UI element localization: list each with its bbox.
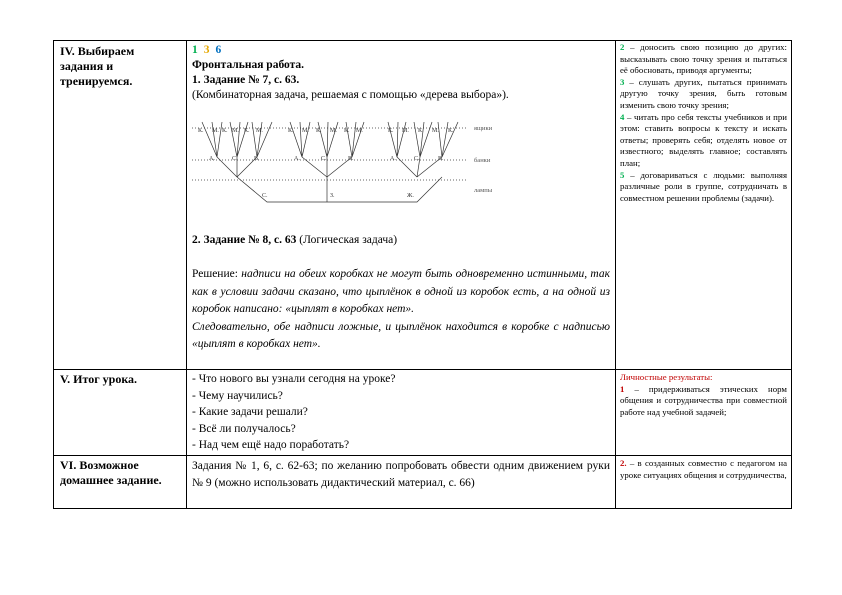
task-8-block bbox=[192, 233, 610, 248]
col-divider-2 bbox=[615, 40, 616, 509]
tree-mid-label-3: А. bbox=[294, 156, 300, 162]
stage-v-title: V. Итог урока. bbox=[60, 372, 138, 386]
personal-result-item-2 bbox=[620, 458, 787, 481]
personal-result-number-2: 2. bbox=[620, 458, 627, 468]
homework-text: Задания № 1, 6, с. 62-63; по желанию попробовать обвести одним движением руки № 9 (можно использовать дидактический материал, с. 66) bbox=[192, 460, 610, 489]
tree-top-leaf-9: М. bbox=[330, 128, 337, 134]
tree-bottom-label-1: З. bbox=[330, 193, 335, 199]
personal-result-text-2: – в созданных совместно с педагогом на уроке ситуациях общения и сотрудничества, bbox=[620, 458, 787, 480]
task-8-title: 2. Задание № 8, с. 63 bbox=[192, 234, 297, 246]
solution-block bbox=[192, 266, 610, 354]
stage-vi-title: VI. Возможное домашнее задание. bbox=[60, 458, 162, 487]
tree-mid-label-7: С. bbox=[414, 156, 420, 162]
summary-question: - Что нового вы узнали сегодня на уроке? bbox=[192, 373, 396, 385]
row-iv-content bbox=[192, 43, 610, 103]
tree-top-leaf-15: М. bbox=[432, 128, 439, 134]
row-iv-communicative-results bbox=[620, 42, 787, 204]
tree-mid-label-8: В. bbox=[438, 156, 444, 162]
summary-question: - Какие задачи решали? bbox=[192, 406, 308, 418]
level-numbers bbox=[192, 43, 610, 58]
tree-mid-label-4: С. bbox=[321, 156, 327, 162]
tree-top-leaf-12: К. bbox=[388, 128, 394, 134]
task-7-description: (Комбинаторная задача, решаемая с помощью «дерева выбора»). bbox=[192, 89, 509, 101]
tree-top-leaf-8: К. bbox=[316, 128, 322, 134]
result-text-2: – доносить свою позицию до других: высказывать свою точку зрения и пытаться её обосновать, приводя аргументы; bbox=[620, 42, 787, 76]
frontal-work-heading: Фронтальная работа. bbox=[192, 59, 305, 71]
tree-level-label-2: лампы bbox=[474, 187, 493, 194]
level-number-3: 3 bbox=[203, 44, 210, 56]
personal-results-heading: Личностные результаты: bbox=[620, 372, 713, 382]
tree-top-leaf-2: К. bbox=[222, 128, 228, 134]
level-number-6: 6 bbox=[215, 44, 222, 56]
solution-text: надписи на обеих коробках не могут быть одновременно истинными, так как в условии задачи сказано, что цыплёнок в одной из коробок есть, а на одной из коробок написано: «цыплят в коробках нет». bbox=[192, 268, 610, 315]
summary-questions bbox=[192, 371, 610, 454]
task-7-heading: 1. Задание № 7, с. 63. bbox=[192, 74, 300, 86]
task-8-type: (Логическая задача) bbox=[296, 234, 398, 246]
tree-mid-label-1: С. bbox=[232, 156, 238, 162]
result-number-5: 5 bbox=[620, 169, 625, 180]
tree-top-leaf-11: М. bbox=[356, 128, 363, 134]
task-8-heading bbox=[192, 233, 610, 248]
tree-mid-label-0: А. bbox=[209, 156, 215, 162]
summary-question: - Чему научились? bbox=[192, 389, 283, 402]
tree-top-leaf-14: К. bbox=[418, 128, 424, 134]
personal-result-text-1: – придерживаться этических норм общения и сотрудничества при совместной работе над учебной задачей; bbox=[620, 383, 787, 417]
choice-tree-diagram bbox=[192, 112, 522, 212]
summary-question: - Над чем ещё надо поработать? bbox=[192, 439, 350, 451]
tree-top-leaf-10: К. bbox=[344, 128, 350, 134]
result-item-2 bbox=[620, 42, 787, 77]
tree-bottom-label-0: С. bbox=[262, 193, 268, 199]
tree-mid-label-6: А. bbox=[390, 156, 396, 162]
stage-iv-title: IV. Выбираем задания и тренируемся. bbox=[60, 44, 135, 88]
tree-top-leaf-7: М. bbox=[302, 128, 309, 134]
tree-top-leaf-5: М. bbox=[256, 128, 263, 134]
result-text-4: – читать про себя тексты учебников и при этом: ставить вопросы к тексту и искать ответы; проверять себя; отделять новое от известного; выделять главное; составлять план; bbox=[620, 111, 787, 168]
result-number-3: 3 bbox=[620, 76, 625, 87]
tree-top-leaf-1: М. bbox=[212, 128, 219, 134]
solution-conclusion: Следовательно, обе надписи ложные, и цыплёнок находится в коробке с надписью «цыплят в коробках нет». bbox=[192, 320, 610, 350]
tree-top-leaf-4: К. bbox=[244, 128, 250, 134]
personal-results bbox=[620, 372, 787, 418]
tree-top-leaf-13: М. bbox=[402, 128, 409, 134]
personal-result-item-1 bbox=[620, 384, 787, 419]
result-item-3 bbox=[620, 77, 787, 112]
result-item-5 bbox=[620, 170, 787, 205]
tree-level-label-0: ящики bbox=[474, 125, 493, 132]
solution-label: Решение: bbox=[192, 268, 242, 280]
tree-top-leaf-6: К. bbox=[288, 128, 294, 134]
result-text-5: – договариваться с людьми: выполняя различные роли в группе, сотрудничать в совместном решении проблемы (задачи). bbox=[620, 169, 787, 203]
result-item-4 bbox=[620, 112, 787, 170]
level-number-1: 1 bbox=[192, 44, 198, 56]
tree-level-label-1: банки bbox=[474, 157, 491, 164]
tree-top-leaf-0: К. bbox=[198, 128, 204, 134]
row-divider-2 bbox=[53, 455, 792, 456]
tree-top-leaf-16: К. bbox=[448, 128, 454, 134]
tree-top-leaf-3: М. bbox=[232, 128, 239, 134]
col-divider-1 bbox=[186, 40, 187, 509]
result-number-4: 4 bbox=[620, 111, 625, 122]
result-text-3: – слушать других, пытаться принимать другую точку зрения, быть готовым изменить свою точку зрения; bbox=[620, 76, 787, 110]
tree-bottom-label-2: Ж. bbox=[407, 193, 414, 199]
tree-mid-label-5: В. bbox=[348, 156, 354, 162]
personal-result-number-1: 1 bbox=[620, 383, 625, 394]
summary-question: - Всё ли получалось? bbox=[192, 422, 296, 435]
result-number-2: 2 bbox=[620, 42, 625, 52]
tree-mid-label-2: В. bbox=[254, 156, 260, 162]
row-divider-1 bbox=[53, 369, 792, 370]
